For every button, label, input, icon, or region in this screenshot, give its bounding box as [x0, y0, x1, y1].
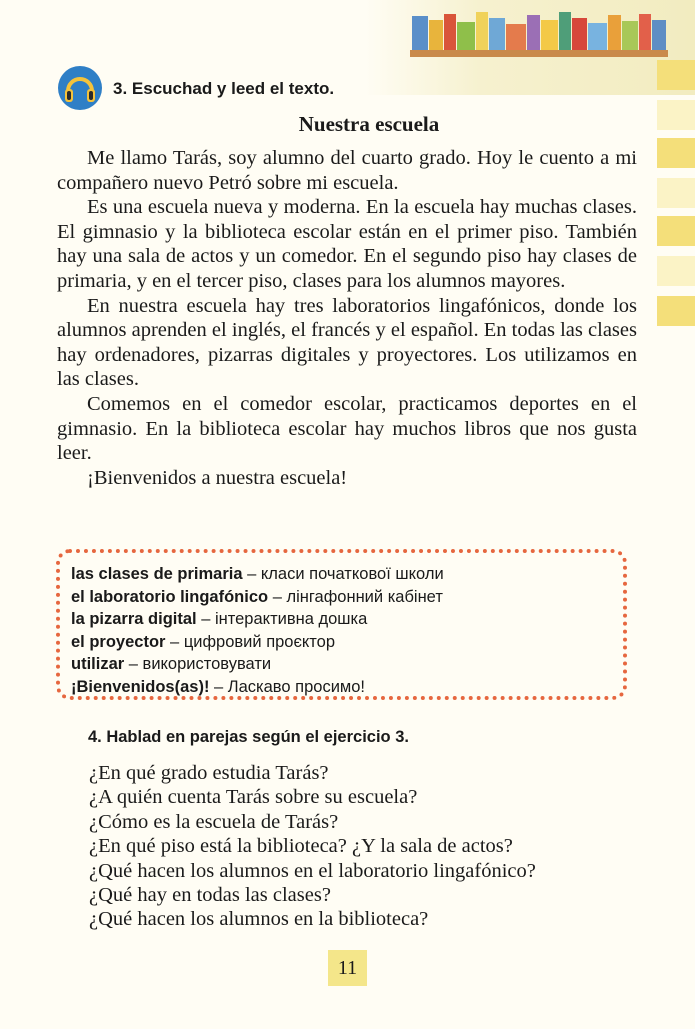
paragraph: Es una escuela nueva y moderna. En la escuela hay muchas clases. El gimnasio y la biblioteca escolar están en el primer piso. También hay una sala de actos y un comedor. En el segundo piso hay clases de primaria, y en el tercer piso, clases para los alumnos mayores.: [57, 196, 637, 292]
vocabulary-item: [71, 563, 623, 586]
vocabulary-item: [71, 608, 623, 631]
dash: –: [124, 655, 143, 674]
vocabulary-translation: використовувати: [142, 655, 272, 674]
dash: –: [209, 677, 228, 696]
vocabulary-item: [71, 653, 623, 676]
vocabulary-translation: цифровий проєктор: [183, 632, 336, 651]
question: ¿Cómo es la escuela de Tarás?: [89, 810, 339, 833]
bookshelf-illustration: [410, 6, 668, 58]
reading-title: Nuestra escuela: [298, 112, 440, 136]
paragraph: Me llamo Tarás, soy alumno del cuarto grado. Hoy le cuento a mi compañero nuevo Petró sobre mi escuela.: [57, 147, 637, 194]
exercise-3-header: [57, 64, 334, 112]
reading-text: [57, 146, 637, 490]
vocabulary-translation: інтерактивна дошка: [214, 610, 368, 629]
paragraph: ¡Bienvenidos a nuestra escuela!: [87, 466, 348, 489]
paragraph: En nuestra escuela hay tres laboratorios lingafónicos, donde los alumnos aprenden el inglés, el francés y el español. En todas las clases hay ordenadores, pizarras digitales y proyectores. Los utilizamos en las clases.: [57, 294, 637, 391]
vocabulary-term: las clases de primaria: [71, 565, 243, 583]
headphones-icon: [57, 65, 103, 111]
exercise-4-title: 4. Hablad en parejas según el ejercicio 3.: [88, 728, 409, 746]
question: ¿Qué hacen los alumnos en el laboratorio lingafónico?: [89, 859, 536, 882]
vocabulary-box: [56, 549, 627, 700]
dash: –: [268, 587, 287, 606]
vocabulary-term: la pizarra digital: [71, 610, 197, 629]
question-list: [89, 761, 669, 932]
dash: –: [242, 565, 261, 583]
side-decoration-squares: [651, 60, 695, 380]
question: ¿Qué hay en todas las clases?: [89, 884, 331, 907]
vocabulary-translation: Ласкаво просимо!: [227, 677, 366, 696]
question: ¿Qué hacen los alumnos en la biblioteca?: [89, 908, 429, 931]
question: ¿En qué piso está la biblioteca? ¿Y la sala de actos?: [89, 835, 513, 858]
vocabulary-term: el laboratorio lingafónico: [71, 587, 269, 606]
vocabulary-term: utilizar: [71, 655, 125, 674]
dash: –: [196, 610, 215, 629]
page-number: 11: [328, 950, 367, 986]
vocabulary-item: [71, 631, 623, 654]
dash: –: [165, 632, 184, 651]
vocabulary-term: ¡Bienvenidos(as)!: [71, 677, 210, 696]
vocabulary-item: [71, 676, 623, 699]
question: ¿A quién cuenta Tarás sobre su escuela?: [89, 786, 418, 809]
vocabulary-translation: лінгафонний кабінет: [286, 587, 443, 606]
paragraph: Comemos en el comedor escolar, practicamos deportes en el gimnasio. En la biblioteca escolar hay muchos libros que nos gusta leer.: [57, 392, 637, 465]
question: ¿En qué grado estudia Tarás?: [89, 762, 329, 784]
vocabulary-translation: класи початкової школи: [260, 565, 444, 583]
vocabulary-item: [71, 586, 623, 609]
vocabulary-term: el proyector: [71, 632, 166, 651]
exercise-3-title: 3. Escuchad y leed el texto.: [113, 79, 335, 98]
